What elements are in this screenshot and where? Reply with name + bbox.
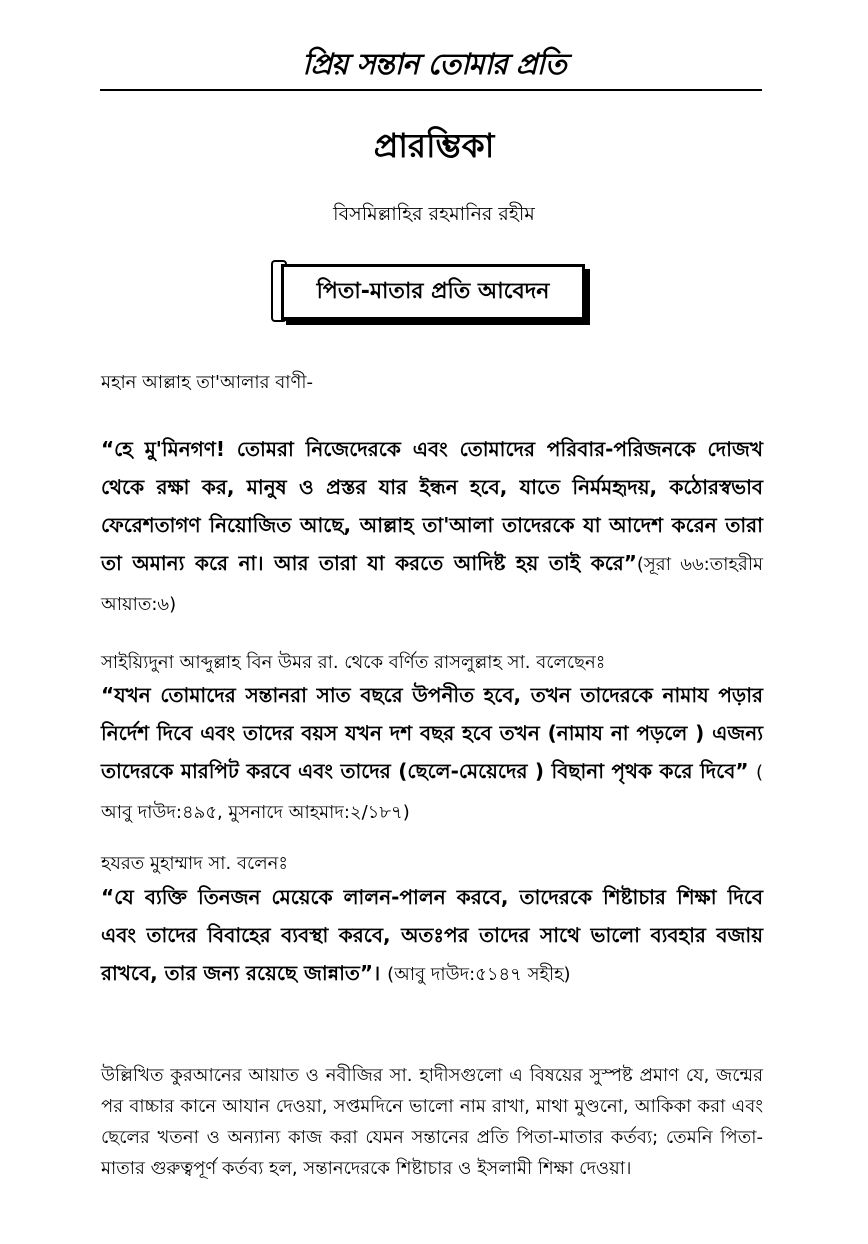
hadith1-quote bbox=[101, 676, 763, 832]
scroll-banner bbox=[271, 260, 589, 322]
hadith1-citation: ( আবু দাউদ:৪৯৫, মুসনাদে আহমাদ:২/১৮৭) bbox=[101, 762, 763, 823]
hadith2-quote bbox=[101, 878, 763, 994]
closing-paragraph: উল্লিখিত কুরআনের আয়াত ও নবীজির সা. হাদীসগুলো এ বিষয়ের সুস্পষ্ট প্রমাণ যে, জন্মের পর বাচ্চার কানে আযান দেওয়া, সপ্তমদিনে ভালো নাম রাখা, মাথা মুণ্ডনো, আকিকা করা এবং ছেলের খতনা ও অন্যান্য কাজ করা যেমন সন্তানের প্রতি পিতা-মাতার কর্তব্য; তেমনি পিতা-মাতার গুরুত্বপূর্ণ কর্তব্য হল, সন্তানদেরকে শিষ্টাচার ও ইসলামী শিক্ষা দেওয়া। bbox=[101, 1065, 763, 1179]
hadith1-intro: সাইয়্যিদুনা আব্দুল্লাহ বিন উমর রা. থেকে বর্ণিত রাসলুল্লাহ সা. বলেছেনঃ bbox=[101, 652, 606, 673]
hadith2-intro: হযরত মুহাম্মাদ সা. বলেনঃ bbox=[101, 853, 288, 874]
quran-citation: (সূরা ৬৬:তাহরীম আয়াত:৬) bbox=[101, 554, 763, 615]
bismillah-line: বিসমিল্লাহির রহমানির রহীম bbox=[333, 203, 535, 225]
hadith2-citation: (আবু দাউদ:৫১৪৭ সহীহ) bbox=[387, 964, 571, 985]
section-title: প্রারম্ভিকা bbox=[373, 126, 495, 165]
hadith2-quote-text: “যে ব্যক্তি তিনজন মেয়েকে লালন-পালন করবে, তাদেরকে শিষ্টাচার শিক্ষা দিবে এবং তাদের বিবাহের ব্যবস্থা করবে, অতঃপর তাদের সাথে ভালো ব্যবহার বজায় রাখবে, তার জন্য রয়েছে জান্নাত”। bbox=[101, 885, 763, 985]
quran-intro: মহান আল্লাহ তা'আলার বাণী- bbox=[101, 372, 314, 393]
header-divider bbox=[100, 89, 762, 91]
running-header-title: প্রিয় সন্তান তোমার প্রতি bbox=[302, 47, 566, 81]
banner-title: পিতা-মাতার প্রতি আবেদন bbox=[316, 279, 550, 304]
hadith1-quote-text: “যখন তোমাদের সন্তানরা সাত বছরে উপনীত হবে, তখন তাদেরকে নামায পড়ার নির্দেশ দিবে এবং তাদের বয়স যখন দশ বছর হবে তখন (নামায না পড়লে ) এজন্য তাদেরকে মারপিট করবে এবং তাদের (ছেলে-মেয়েদের ) বিছানা পৃথক করে দিবে” bbox=[101, 683, 763, 783]
quran-quote-text: “হে মু'মিনগণ! তোমরা নিজেদেরকে এবং তোমাদের পরিবার-পরিজনকে দোজখ থেকে রক্ষা কর, মানুষ ও প্রস্তর যার ইন্ধন হবে, যাতে নির্মমহৃদয়, কঠোরস্বভাব ফেরেশতাগণ নিয়োজিত আছে, আল্লাহ তা'আলা তাদেরকে যা আদেশ করেন তারা তা অমান্য করে না। আর তারা যা করতে আদিষ্ট হয় তাই করে” bbox=[101, 437, 763, 575]
quran-quote bbox=[101, 430, 763, 624]
